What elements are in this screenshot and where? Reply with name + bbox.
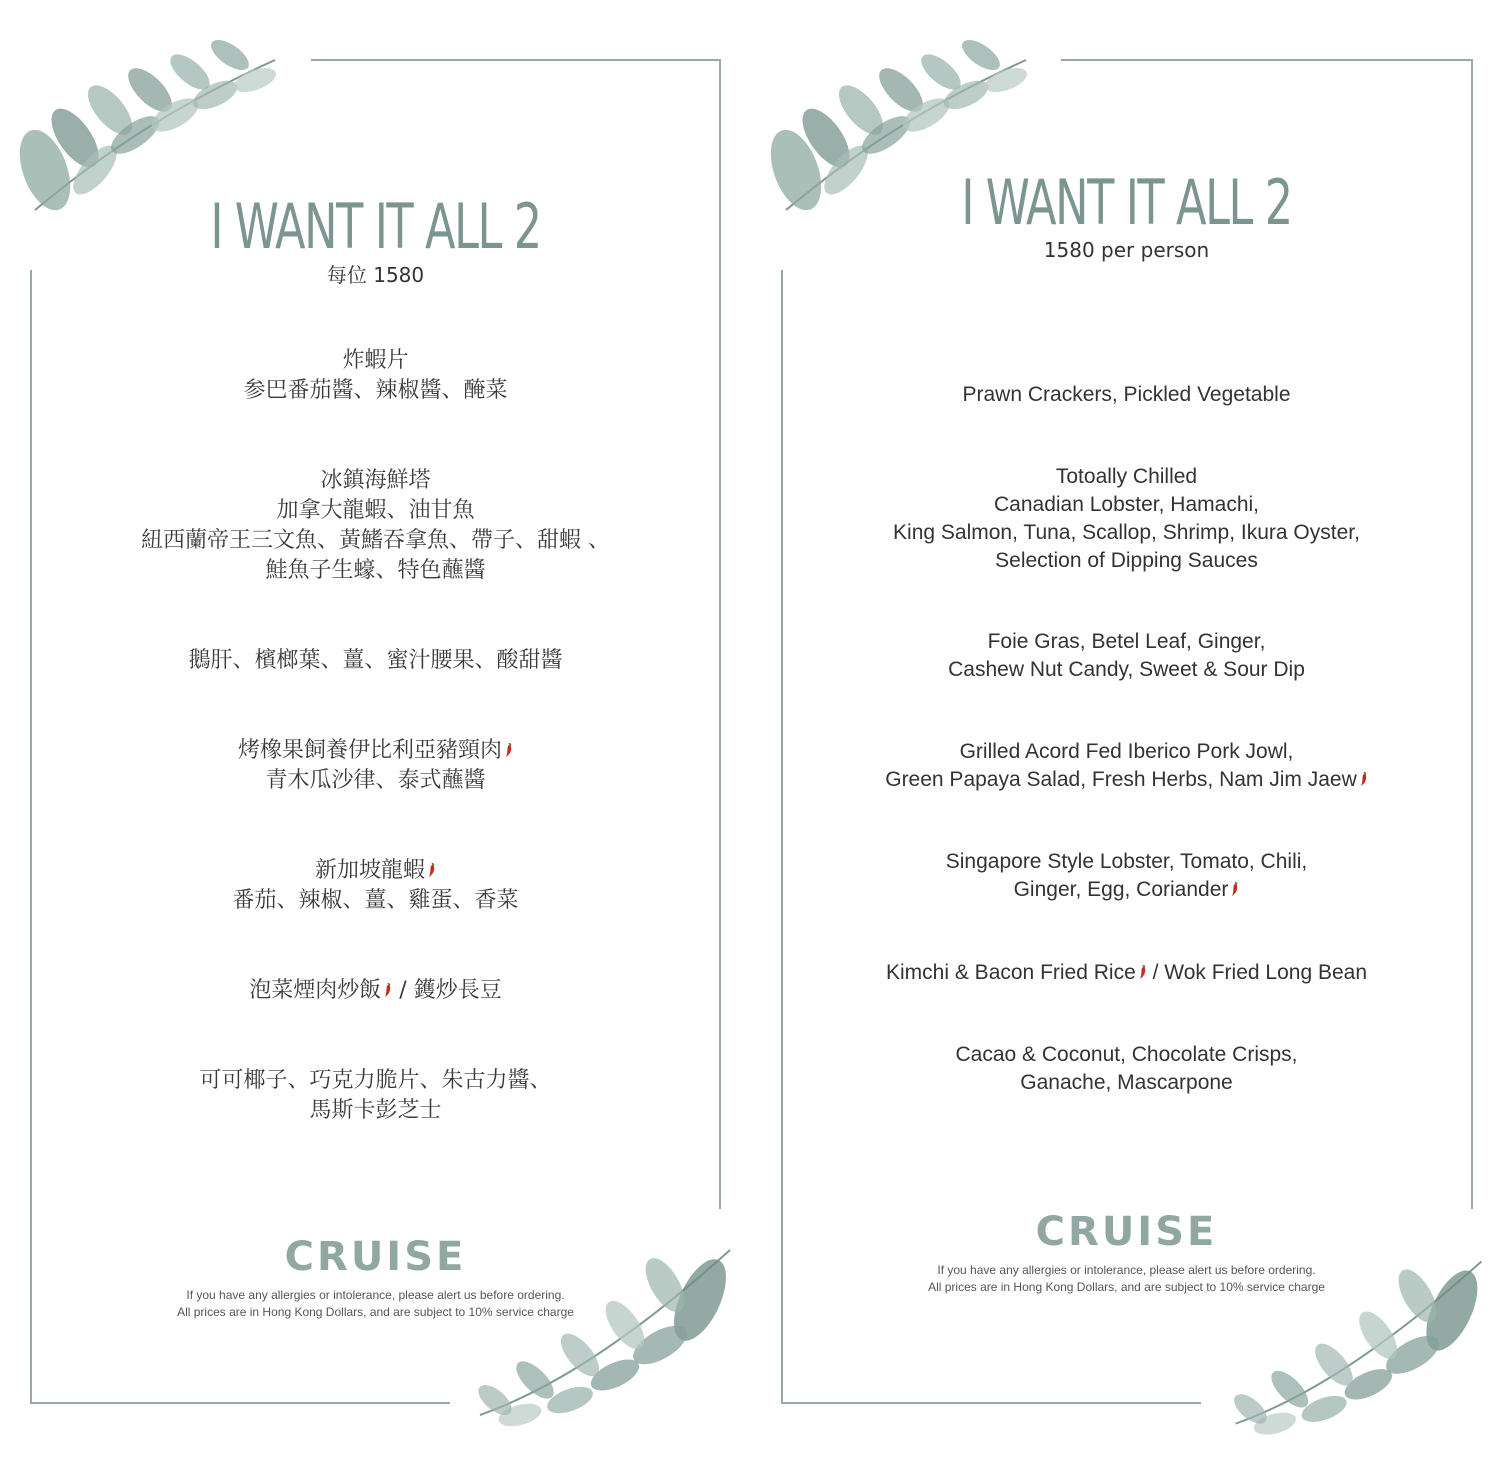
menu-item-line: Foie Gras, Betel Leaf, Ginger, [987, 630, 1266, 653]
menu-item-line: 新加坡龍蝦 [314, 858, 425, 883]
menu-item-line: 鵝肝、檳榔葉、薑、蜜汁腰果、酸甜醬 [188, 648, 563, 673]
menu-item-line: 参巴番茄醬、辣椒醬、醃菜 [243, 378, 508, 403]
menu-item [751, 738, 1502, 794]
menu-title: I WANT IT ALL 2 [210, 190, 541, 263]
chili-icon [1359, 772, 1368, 787]
menu-item [751, 959, 1502, 987]
menu-item-line: Cacao & Coconut, Chocolate Crisps, [955, 1043, 1298, 1066]
menu-item [0, 856, 751, 916]
frame-top-line [1061, 59, 1473, 61]
menu-item [0, 976, 751, 1006]
footer-price-line: All prices are in Hong Kong Dollars, and are subject to 10% service charge [177, 1305, 574, 1319]
menu-item-line: 泡菜煙肉炒飯 [249, 978, 382, 1003]
menu-item-line: 加拿大龍蝦、油甘魚 [276, 498, 475, 523]
footer-allergy-line: If you have any allergies or intolerance, please alert us before ordering. [186, 1288, 565, 1302]
menu-item-line: Ginger, Egg, Coriander [1013, 878, 1229, 901]
menu-item-line: Kimchi & Bacon Fried Rice [886, 961, 1136, 984]
menu-item [751, 463, 1502, 575]
menu-item [0, 646, 751, 676]
menu-item-line: Grilled Acord Fed Iberico Pork Jowl, [959, 740, 1294, 763]
menu-item-line: / 鑊炒長豆 [392, 978, 502, 1003]
menu-item-line: Selection of Dipping Sauces [995, 549, 1258, 572]
cruise-logo: CRUISE [284, 1234, 467, 1280]
menu-item-line: 冰鎮海鮮塔 [320, 468, 431, 493]
menu-price: 每位 1580 [326, 263, 425, 287]
chili-icon [504, 743, 513, 758]
menu-item-line: 紐西蘭帝王三文魚、黃鰭吞拿魚、帶子、甜蝦 、 [141, 528, 610, 553]
menu-item-line: Ganache, Mascarpone [1020, 1071, 1233, 1094]
menu-item-line: Prawn Crackers, Pickled Vegetable [962, 383, 1291, 406]
menu-item-line: 番茄、辣椒、薑、雞蛋、香菜 [232, 888, 519, 913]
menu-item-line: 馬斯卡彭芝士 [309, 1098, 442, 1123]
menu-item [751, 1041, 1502, 1097]
cruise-logo: CRUISE [1035, 1209, 1218, 1255]
chili-icon [1230, 882, 1239, 897]
eucalyptus-branch-icon [1216, 1240, 1501, 1450]
menu-item-line: Cashew Nut Candy, Sweet & Sour Dip [948, 658, 1305, 681]
chili-icon [427, 863, 436, 878]
menu-price: 1580 per person [1043, 238, 1210, 262]
frame-bottom-line [781, 1402, 1201, 1404]
menu-item-line: Singapore Style Lobster, Tomato, Chili, [945, 850, 1308, 873]
frame-right-line [719, 59, 721, 1209]
menu-item [751, 848, 1502, 904]
menu-item-line: / Wok Fried Long Bean [1146, 961, 1367, 984]
frame-bottom-line [30, 1402, 450, 1404]
english-menu-panel [751, 0, 1502, 1467]
menu-item [751, 381, 1502, 409]
menu-item [0, 346, 751, 406]
menu-title: I WANT IT ALL 2 [961, 166, 1292, 239]
menu-item [0, 1066, 751, 1126]
chili-icon [1138, 965, 1147, 980]
footer-allergy-line: If you have any allergies or intolerance, please alert us before ordering. [937, 1263, 1316, 1277]
menu-item-line: 鮭魚子生蠔、特色蘸醬 [265, 558, 486, 583]
menu-item-line: 可可椰子、巧克力脆片、朱古力醬、 [199, 1068, 552, 1093]
menu-item-line: Green Papaya Salad, Fresh Herbs, Nam Jim Jaew [885, 768, 1357, 791]
chili-icon [383, 983, 392, 998]
menu-item [0, 736, 751, 796]
menu-item-line: 炸蝦片 [342, 348, 409, 373]
menu-item-line: Canadian Lobster, Hamachi, [994, 493, 1259, 516]
menu-item-line: King Salmon, Tuna, Scallop, Shrimp, Ikura Oyster, [893, 521, 1360, 544]
menu-item [751, 628, 1502, 684]
menu-item [0, 466, 751, 586]
eucalyptus-branch-icon [460, 1230, 750, 1440]
frame-top-line [311, 59, 721, 61]
menu-item-line: 青木瓜沙律、泰式蘸醬 [265, 768, 486, 793]
menu-item-line: 烤橡果飼養伊比利亞豬頸肉 [237, 738, 502, 763]
menu-item-line: Totoally Chilled [1055, 465, 1198, 488]
footer-price-line: All prices are in Hong Kong Dollars, and are subject to 10% service charge [928, 1280, 1325, 1294]
